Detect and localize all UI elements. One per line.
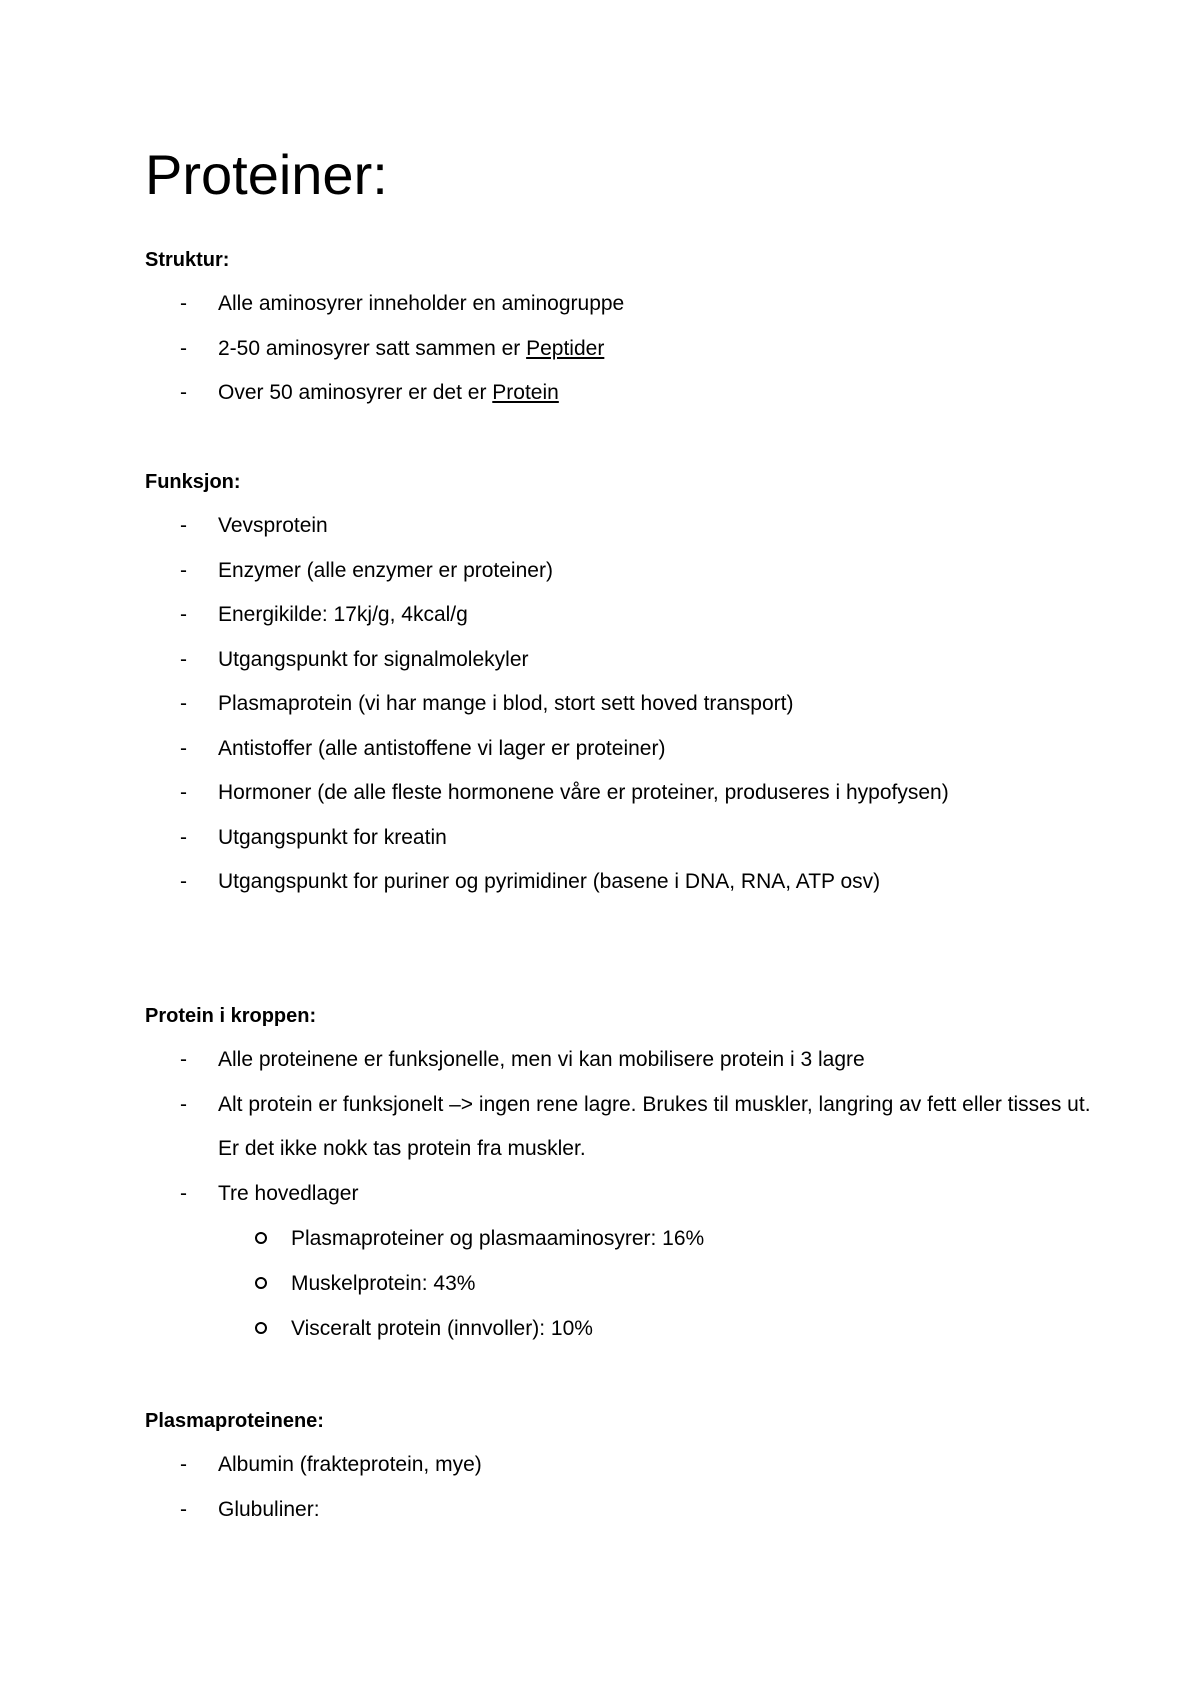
list-item-text: Vevsprotein [218, 514, 328, 537]
kroppen-list [145, 1038, 1095, 1216]
list-item-text: Alle aminosyrer inneholder en aminogruppe [218, 292, 625, 315]
list-item [145, 1083, 1095, 1172]
underlined-term-peptider: Peptider [526, 336, 605, 360]
dash-bullet: - [180, 336, 187, 360]
sublist-item [145, 1306, 1095, 1351]
section-heading-plasma: Plasmaproteinene: [145, 1410, 324, 1432]
list-item [145, 593, 1095, 638]
underlined-term-protein: Protein [492, 381, 559, 404]
list-item-text: Energikilde: 17kj/g, 4kcal/g [218, 603, 468, 626]
section-protein-i-kroppen [145, 994, 1095, 1351]
list-item-text: 2-50 aminosyrer satt sammen er [218, 336, 527, 360]
section-heading-funksjon: Funksjon: [145, 471, 241, 493]
list-item [145, 771, 1095, 816]
section-funksjon [145, 460, 1095, 905]
list-item-text: Alt protein er funksjonelt –> ingen rene lagre. Brukes til muskler, langring av fett eller tisses ut. Er det ikke nokk tas protein fra muskler. [218, 1092, 1091, 1160]
list-item [145, 860, 1095, 905]
list-item-text: Enzymer (alle enzymer er proteiner) [218, 558, 553, 582]
list-item-text: Tre hovedlager [218, 1181, 359, 1205]
dash-bullet: - [180, 647, 187, 671]
dash-bullet: - [180, 514, 187, 537]
dash-bullet: - [180, 558, 187, 582]
struktur-list [145, 282, 1095, 416]
list-item [145, 816, 1095, 861]
dash-bullet: - [180, 1181, 187, 1205]
dash-bullet: - [180, 381, 187, 404]
dash-bullet: - [180, 1092, 187, 1116]
sublist-item-text: Visceralt protein (innvoller): 10% [291, 1317, 593, 1340]
dash-bullet: - [180, 870, 187, 893]
dash-bullet: - [180, 692, 187, 715]
dash-bullet: - [180, 1048, 187, 1071]
dash-bullet: - [180, 292, 187, 315]
circle-bullet-icon [255, 1277, 267, 1289]
list-item [145, 1172, 1095, 1217]
list-item-text: Alle proteinene er funksjonelle, men vi kan mobilisere protein i 3 lagre [218, 1048, 865, 1071]
sublist-item [145, 1216, 1095, 1261]
list-item [145, 371, 1095, 416]
dash-bullet: - [180, 603, 187, 626]
list-item [145, 1488, 1095, 1533]
list-item-text: Glubuliner: [218, 1497, 320, 1521]
list-item-text: Antistoffer (alle antistoffene vi lager er proteiner) [218, 736, 666, 760]
list-item-text: Utgangspunkt for puriner og pyrimidiner (basene i DNA, RNA, ATP osv) [218, 870, 881, 893]
list-item-text: Albumin (frakteprotein, mye) [218, 1453, 482, 1476]
list-item-text: Over 50 aminosyrer er det er [218, 381, 493, 404]
circle-bullet-icon [255, 1322, 267, 1334]
hovedlager-sublist [145, 1216, 1095, 1351]
dash-bullet: - [180, 781, 187, 804]
list-item [145, 1038, 1095, 1083]
dash-bullet: - [180, 736, 187, 760]
dash-bullet: - [180, 1453, 187, 1476]
section-struktur [145, 238, 1095, 416]
list-item [145, 504, 1095, 549]
sublist-item-text: Plasmaproteiner og plasmaaminosyrer: 16% [291, 1227, 705, 1250]
circle-bullet-icon [255, 1232, 267, 1244]
funksjon-list [145, 504, 1095, 905]
list-item [145, 549, 1095, 594]
section-heading-kroppen: Protein i kroppen: [145, 1005, 317, 1027]
list-item-text: Utgangspunkt for signalmolekyler [218, 647, 529, 671]
list-item [145, 282, 1095, 327]
section-heading-struktur: Struktur: [145, 249, 230, 271]
list-item [145, 327, 1095, 372]
dash-bullet: - [180, 825, 187, 849]
dash-bullet: - [180, 1497, 187, 1521]
section-plasmaproteinene [145, 1399, 1095, 1532]
plasma-list [145, 1443, 1095, 1532]
sublist-item-text: Muskelprotein: 43% [291, 1272, 476, 1295]
list-item-text: Hormoner (de alle fleste hormonene våre er proteiner, produseres i hypofysen) [218, 781, 949, 804]
page-title: Proteiner: [145, 143, 388, 206]
list-item [145, 682, 1095, 727]
sublist-item [145, 1261, 1095, 1306]
list-item [145, 638, 1095, 683]
list-item-text: Utgangspunkt for kreatin [218, 825, 447, 849]
list-item [145, 1443, 1095, 1488]
list-item-text: Plasmaprotein (vi har mange i blod, stort sett hoved transport) [218, 692, 794, 715]
list-item [145, 727, 1095, 772]
